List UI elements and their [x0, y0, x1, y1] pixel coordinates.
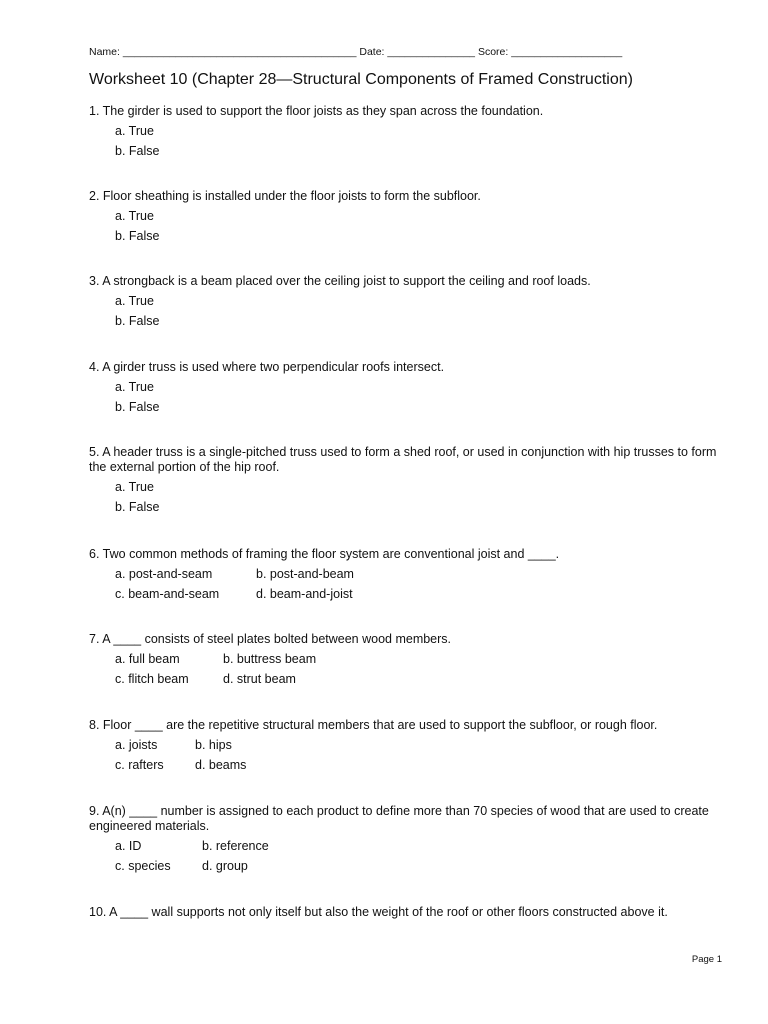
option-b: b. False [115, 229, 160, 243]
question-text: 3. A strongback is a beam placed over the ceiling joist to support the ceiling and roof loads. [89, 274, 591, 288]
worksheet-title: Worksheet 10 (Chapter 28—Structural Components of Framed Construction) [89, 71, 633, 88]
score-label: Score: [477, 46, 509, 58]
option-row [89, 838, 721, 854]
option-b: b. False [115, 314, 160, 328]
option-d: d. strut beam [223, 672, 296, 686]
question-text: 9. A(n) ____ number is assigned to each product to define more than 70 species of wood that are used to create engineered materials. [89, 804, 709, 833]
option-b: b. hips [195, 738, 232, 752]
option-a: a. True [115, 480, 154, 494]
option-c: c. species [115, 859, 171, 873]
option-a: a. ID [115, 839, 142, 853]
question-1 [89, 104, 721, 159]
option-row [89, 671, 721, 687]
question-8 [89, 718, 721, 773]
option-d: d. group [202, 859, 248, 873]
question-10 [89, 905, 721, 920]
date-blank: _______________ [387, 46, 476, 58]
question-3 [89, 274, 721, 329]
option-b: b. False [115, 500, 160, 514]
option-row [89, 858, 721, 874]
header-line [89, 46, 622, 58]
question-text: 10. A ____ wall supports not only itself but also the weight of the roof or other floors constructed above it. [89, 905, 668, 919]
question-text: 6. Two common methods of framing the floor system are conventional joist and ____. [89, 547, 560, 561]
option-row [89, 586, 721, 602]
option-a: a. full beam [115, 652, 180, 666]
option-a: a. post-and-seam [115, 567, 213, 581]
page-number: Page 1 [691, 954, 722, 965]
option-row [89, 566, 721, 582]
option-b: b. post-and-beam [256, 567, 354, 581]
option-b: b. False [115, 400, 160, 414]
question-text: 5. A header truss is a single-pitched truss used to form a shed roof, or used in conjunction with hip trusses to form the external portion of the hip roof. [89, 445, 717, 474]
question-5 [89, 445, 721, 515]
option-b: b. reference [202, 839, 269, 853]
question-text: 8. Floor ____ are the repetitive structural members that are used to support the subfloor, or rough floor. [89, 718, 658, 732]
option-row [89, 757, 721, 773]
option-d: d. beams [195, 758, 247, 772]
option-c: c. beam-and-seam [115, 587, 220, 601]
question-7 [89, 632, 721, 687]
question-text: 7. A ____ consists of steel plates bolted between wood members. [89, 632, 452, 646]
question-6 [89, 547, 721, 602]
option-c: c. flitch beam [115, 672, 189, 686]
date-label: Date: [359, 46, 385, 58]
option-c: c. rafters [115, 758, 164, 772]
name-blank: ________________________________________ [122, 46, 357, 58]
option-b: b. buttress beam [223, 652, 317, 666]
option-a: a. joists [115, 738, 158, 752]
option-row [89, 651, 721, 667]
option-d: d. beam-and-joist [256, 587, 353, 601]
option-a: a. True [115, 209, 154, 223]
question-2 [89, 189, 721, 244]
name-label: Name: [89, 46, 120, 58]
option-a: a. True [115, 124, 154, 138]
question-4 [89, 360, 721, 415]
question-text: 2. Floor sheathing is installed under the floor joists to form the subfloor. [89, 189, 481, 203]
option-a: a. True [115, 380, 154, 394]
option-b: b. False [115, 144, 160, 158]
question-text: 4. A girder truss is used where two perpendicular roofs intersect. [89, 360, 445, 374]
score-blank: ___________________ [511, 46, 623, 58]
option-a: a. True [115, 294, 154, 308]
question-text: 1. The girder is used to support the floor joists as they span across the foundation. [89, 104, 544, 118]
question-9 [89, 804, 721, 874]
option-row [89, 737, 721, 753]
